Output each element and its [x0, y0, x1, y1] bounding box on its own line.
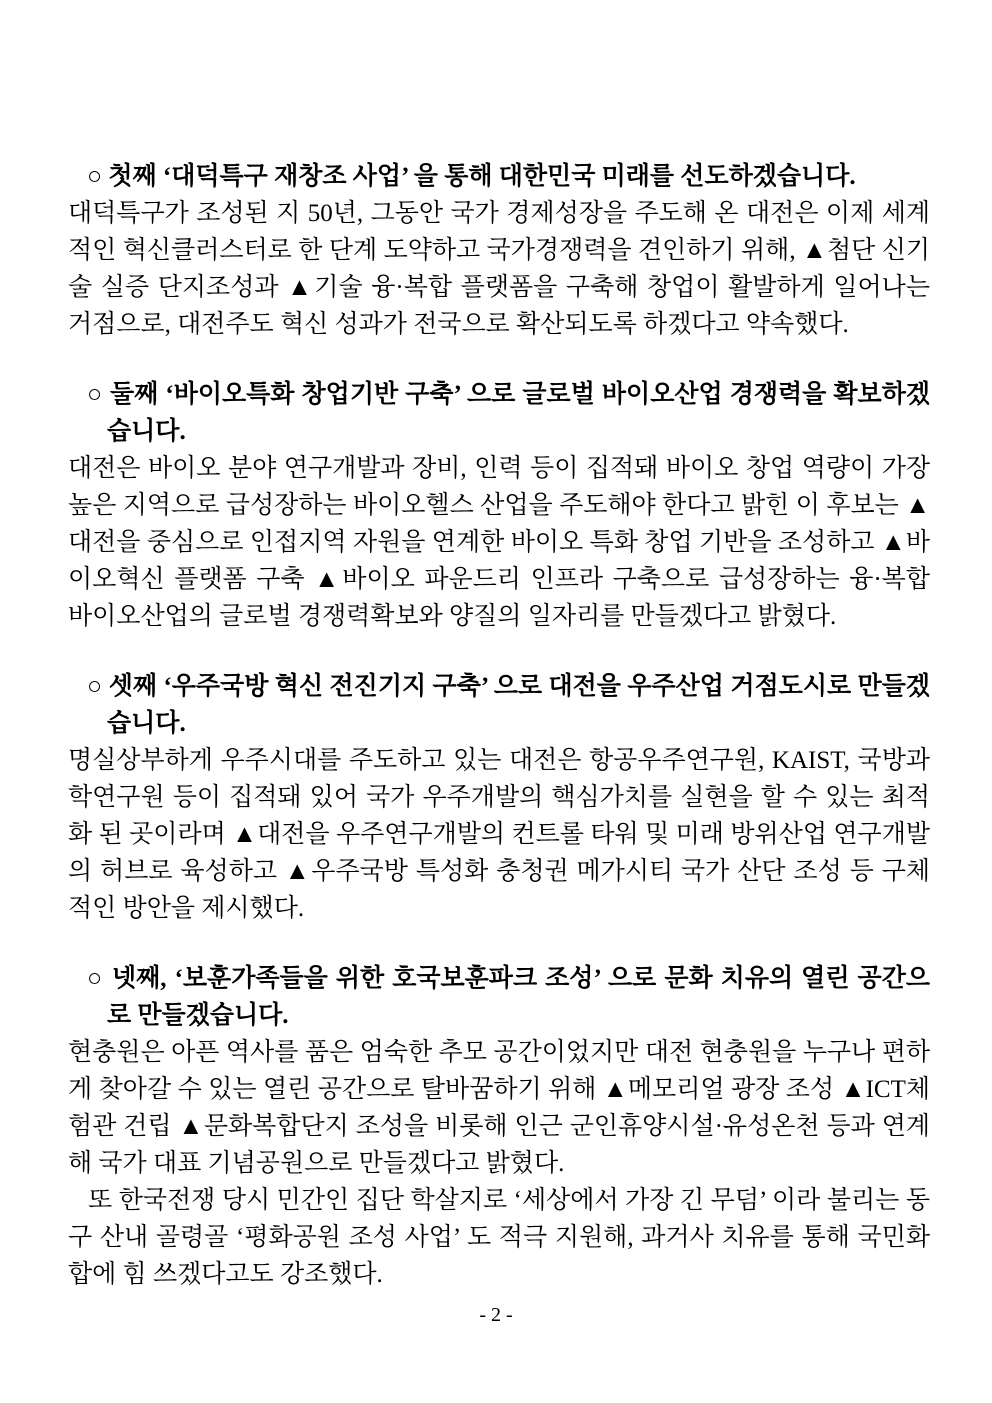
section-paragraph: 명실상부하게 우주시대를 주도하고 있는 대전은 항공우주연구원, KAIST, 국방과학연구원 등이 집적돼 있어 국가 우주개발의 핵심가치를 실현을 할 수 있는 최적화 된 곳이라며 ▲대전을 우주연구개발의 컨트롤 타워 및 미래 방위산업 연구개발의 허브로 육성하고 ▲우주국방 특성화 충청권 메가시티 국가 산단 조성 등 구체적인 방안을 제시했다.	[68, 747, 930, 922]
section-heading	[87, 960, 930, 1034]
section-daedeok-special-zone	[68, 158, 930, 343]
section-paragraph: 대전은 바이오 분야 연구개발과 장비, 인력 등이 집적돼 바이오 창업 역량이 가장 높은 지역으로 급성장하는 바이오헬스 산업을 주도해야 한다고 밝힌 이 후보는 ▲대전을 중심으로 인접지역 자원을 연계한 바이오 특화 창업 기반을 조성하고 ▲바이오혁신 플랫폼 구축 ▲바이오 파운드리 인프라 구축으로 급성장하는 융·복합 바이오산업의 글로벌 경쟁력확보와 양질의 일자리를 만들겠다고 밝혔다.	[68, 455, 930, 630]
section-heading-text: 첫째 ‘대덕특구 재창조 사업’ 을 통해 대한민국 미래를 선도하겠습니다.	[108, 163, 856, 190]
section-space-defense	[68, 668, 930, 927]
circle-bullet-marker: ○	[87, 163, 103, 190]
circle-bullet-marker: ○	[87, 381, 103, 408]
section-bio-startup	[68, 376, 930, 635]
section-paragraph: 또 한국전쟁 당시 민간인 집단 학살지로 ‘세상에서 가장 긴 무덤’ 이라 불리는 동구 산내 골령골 ‘평화공원 조성 사업’ 도 적극 지원해, 과거사 치유를 통해 국민화합에 힘 쓰겠다고도 강조했다.	[68, 1187, 930, 1288]
section-heading-text: 셋째 ‘우주국방 혁신 전진기지 구축’ 으로 대전을 우주산업 거점도시로 만들겠습니다.	[107, 673, 931, 737]
section-veterans-park	[68, 960, 930, 1293]
section-heading-text: 둘째 ‘바이오특화 창업기반 구축’ 으로 글로벌 바이오산업 경쟁력을 확보하겠습니다.	[107, 381, 930, 445]
section-heading	[87, 158, 930, 195]
section-heading	[87, 376, 930, 450]
page-number: - 2 -	[479, 1304, 513, 1326]
section-paragraph: 대덕특구가 조성된 지 50년, 그동안 국가 경제성장을 주도해 온 대전은 이제 세계적인 혁신클러스터로 한 단계 도약하고 국가경쟁력을 견인하기 위해, ▲첨단 신기술 실증 단지조성과 ▲기술 융·복합 플랫폼을 구축해 창업이 활발하게 일어나는 거점으로, 대전주도 혁신 성과가 전국으로 확산되도록 하겠다고 약속했다.	[68, 200, 930, 338]
circle-bullet-marker: ○	[87, 965, 104, 992]
section-paragraph: 현충원은 아픈 역사를 품은 엄숙한 추모 공간이었지만 대전 현충원을 누구나 편하게 찾아갈 수 있는 열린 공간으로 탈바꿈하기 위해 ▲메모리얼 광장 조성 ▲ICT체험관 건립 ▲문화복합단지 조성을 비롯해 인근 군인휴양시설·유성온천 등과 연계해 국가 대표 기념공원으로 만들겠다고 밝혔다.	[68, 1039, 930, 1177]
section-heading-text: 넷째, ‘보훈가족들을 위한 호국보훈파크 조성’ 으로 문화 치유의 열린 공간으로 만들겠습니다.	[107, 965, 930, 1029]
section-heading	[87, 668, 931, 742]
document-content	[68, 158, 930, 1293]
circle-bullet-marker: ○	[87, 673, 103, 700]
page-footer	[0, 1303, 992, 1327]
